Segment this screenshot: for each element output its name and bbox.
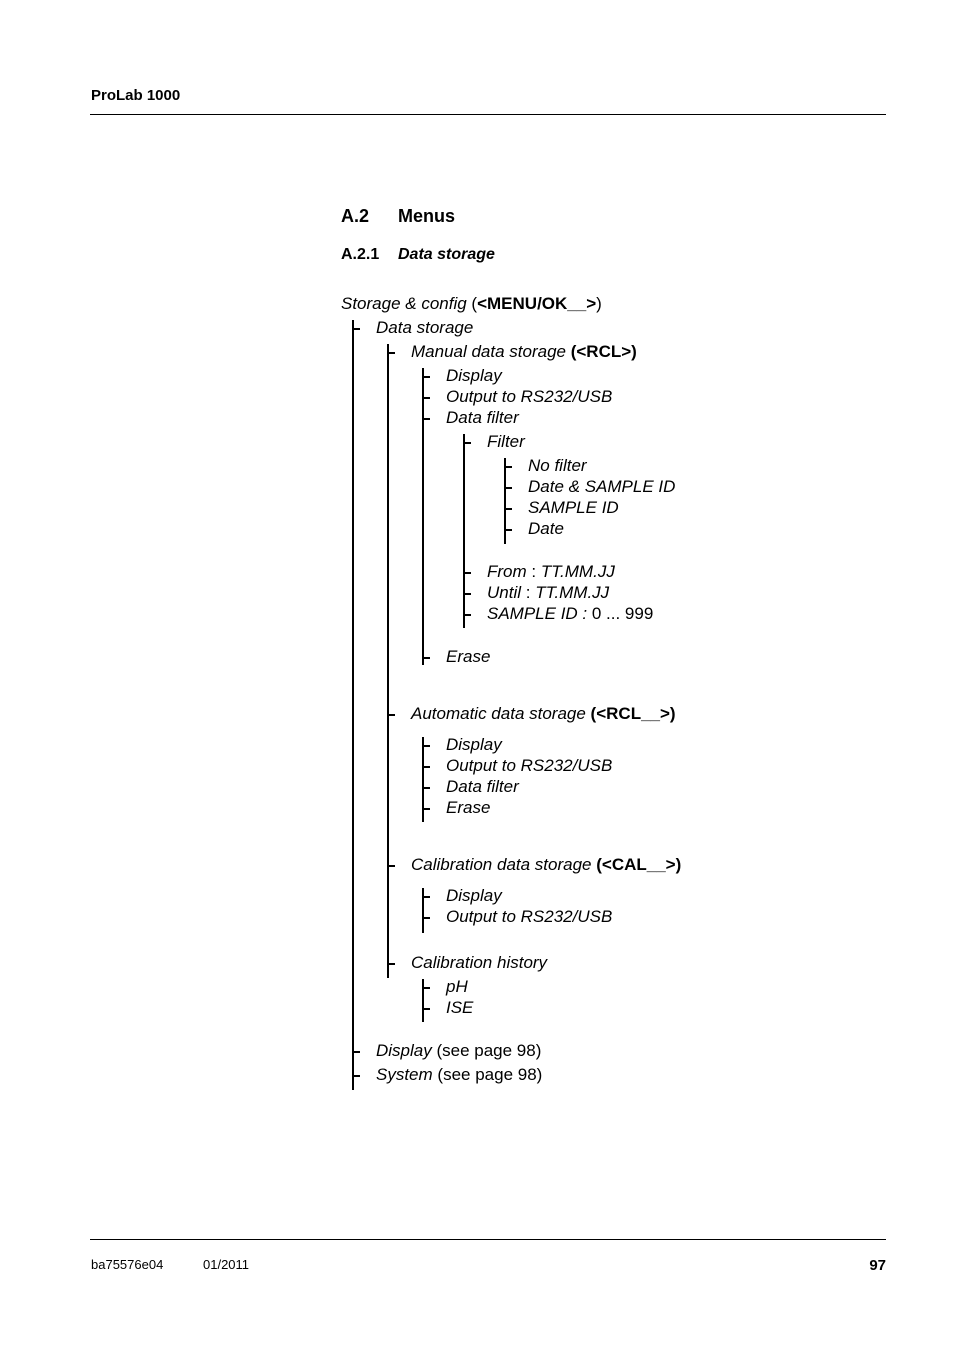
tree-item-sample-id: SAMPLE ID	[528, 498, 619, 517]
tree-item-sample-id-range: SAMPLE ID : 0 ... 999	[487, 604, 654, 623]
tree-item-auto-display: Display	[446, 735, 502, 754]
tree-item-filter: Filter	[487, 432, 525, 451]
page-number: 97	[869, 1257, 886, 1274]
tree-item-cal-display: Display	[446, 886, 502, 905]
subsection-number: A.2.1	[341, 246, 380, 263]
section-heading	[341, 206, 455, 227]
footer-date: 01/2011	[203, 1257, 250, 1272]
tree-item-calibration-data-storage: Calibration data storage (<CAL__>)	[411, 855, 682, 874]
footer-doc-id: ba75576e04	[91, 1257, 164, 1272]
section-title: Menus	[398, 206, 456, 226]
tree-item-auto-erase: Erase	[446, 798, 491, 817]
tree-item-manual-data-storage: Manual data storage (<RCL>)	[411, 342, 637, 361]
tree-item-display: Display (see page 98)	[376, 1041, 542, 1060]
tree-line-level2	[387, 344, 389, 978]
tree-item-data-storage: Data storage	[376, 318, 474, 337]
tree-item-ise: ISE	[446, 998, 474, 1017]
subsection-heading	[341, 246, 495, 264]
tree-item-storage-config: Storage & config (<MENU/OK__>)	[341, 294, 602, 313]
tree-item-date: Date	[528, 519, 564, 538]
tree-line-level1	[352, 320, 354, 1090]
tree-line-filter	[463, 434, 465, 628]
running-header-title: ProLab 1000	[91, 87, 181, 104]
tree-item-ph: pH	[446, 977, 468, 996]
tree-item-cal-output: Output to RS232/USB	[446, 907, 613, 926]
tree-item-automatic-data-storage: Automatic data storage (<RCL__>)	[411, 704, 676, 723]
tree-item-calibration-history: Calibration history	[411, 953, 548, 972]
footer-rule	[90, 1239, 886, 1240]
tree-item-manual-data-filter: Data filter	[446, 408, 519, 427]
tree-item-manual-output: Output to RS232/USB	[446, 387, 613, 406]
header-rule	[90, 114, 886, 115]
tree-line-calibration	[422, 888, 424, 933]
tree-line-filter-options	[504, 458, 506, 544]
section-number: A.2	[341, 206, 370, 226]
tree-item-auto-data-filter: Data filter	[446, 777, 519, 796]
tree-item-from: From : TT.MM.JJ	[487, 562, 615, 581]
tree-item-system: System (see page 98)	[376, 1065, 543, 1084]
subsection-title: Data storage	[398, 246, 495, 263]
tree-item-no-filter: No filter	[528, 456, 587, 475]
tree-item-date-sample-id: Date & SAMPLE ID	[528, 477, 676, 496]
tree-item-until: Until : TT.MM.JJ	[487, 583, 610, 602]
tree-item-manual-display: Display	[446, 366, 502, 385]
tree-line-manual	[422, 368, 424, 665]
tree-line-history	[422, 979, 424, 1022]
tree-item-manual-erase: Erase	[446, 647, 491, 666]
tree-item-auto-output: Output to RS232/USB	[446, 756, 613, 775]
